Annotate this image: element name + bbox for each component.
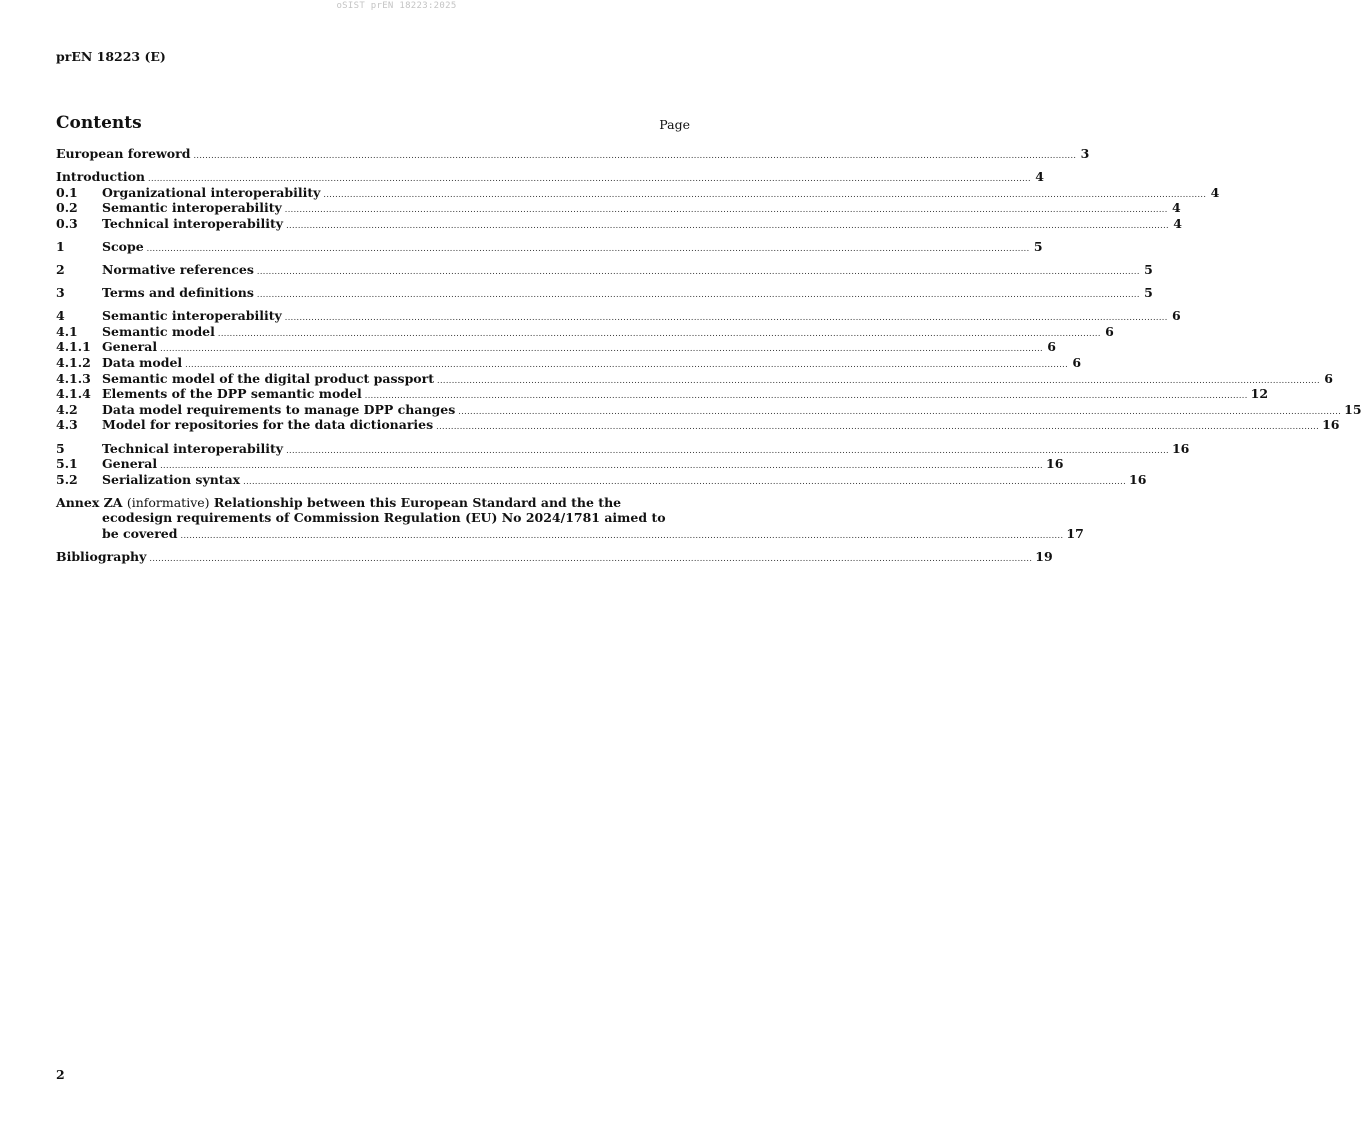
toc-entry-title: Scope (102, 238, 144, 254)
toc-entry[interactable] (56, 169, 1044, 185)
dot-leader: ............................................................................................................................................................................................................................................................................................................ (286, 445, 1169, 455)
toc-entry-page: 15 (1344, 401, 1362, 417)
toc-entry[interactable] (56, 308, 1181, 324)
toc-entry-page: 4 (1035, 169, 1044, 185)
toc-entry-title: Data model (102, 355, 183, 371)
toc-entry-number: 0.1 (56, 184, 78, 200)
toc-entry-number: 0.2 (56, 200, 78, 216)
dot-leader: ............................................................................................................................................................................................................................................................................................................ (458, 406, 1342, 416)
toc-entry[interactable] (56, 200, 1181, 216)
toc-entry-page: 4 (1210, 184, 1220, 200)
toc-entry-title: Elements of the DPP semantic model (102, 386, 362, 402)
dot-leader: ............................................................................................................................................................................................................................................................................................................ (284, 205, 1168, 215)
toc-entry-title: Introduction (56, 169, 146, 185)
toc-entry[interactable] (56, 456, 1064, 472)
dot-leader: ............................................................................................................................................................................................................................................................................................................ (217, 328, 1101, 338)
annex-page: 17 (1066, 525, 1084, 541)
toc-entry-title: Semantic interoperability (102, 308, 282, 324)
dot-leader: ............................................................................................................................................................................................................................................................................................................ (180, 530, 1064, 540)
toc-entry-title: Semantic model (102, 323, 215, 339)
dot-leader: ............................................................................................................................................................................................................................................................................................................ (160, 461, 1043, 471)
bibliography-page: 19 (1035, 549, 1053, 565)
annex-title-line1: Relationship between this European Standard and the the (213, 494, 622, 510)
toc-entry-title: Organizational interoperability (102, 184, 321, 200)
toc-entry-page: 5 (1144, 285, 1153, 301)
toc-entry-page: 4 (1173, 215, 1182, 231)
footer-page-number: 2 (56, 1067, 65, 1082)
toc-entry[interactable] (56, 370, 1333, 387)
dot-leader: ............................................................................................................................................................................................................................................................................................................ (193, 151, 1077, 160)
toc-entry-page: 16 (1171, 440, 1190, 456)
toc-entry-title: Data model requirements to manage DPP changes (102, 401, 456, 417)
dot-leader: ............................................................................................................................................................................................................................................................................................................ (160, 344, 1043, 354)
toc-entry[interactable] (56, 285, 1153, 301)
toc-entry-title: Serialization syntax (102, 471, 241, 487)
toc-entry-number: 5.2 (56, 471, 78, 487)
toc-entry[interactable] (56, 440, 1190, 457)
dot-leader: ............................................................................................................................................................................................................................................................................................................ (437, 375, 1320, 385)
toc-entry-page: 6 (1105, 323, 1114, 339)
toc-entry[interactable] (56, 401, 1362, 418)
toc-entry-number: 4 (56, 308, 65, 324)
toc-entry-title: Semantic interoperability (102, 200, 282, 216)
document-id: prEN 18223 (E) (56, 49, 166, 64)
toc-entry-page: 6 (1171, 308, 1181, 324)
dot-leader: ............................................................................................................................................................................................................................................................................................................ (185, 360, 1069, 370)
dot-leader: ............................................................................................................................................................................................................................................................................................................ (284, 313, 1168, 323)
toc-entry[interactable] (56, 238, 1043, 255)
toc-entry-title: General (102, 456, 158, 472)
dot-leader: ............................................................................................................................................................................................................................................................................................................ (256, 290, 1140, 300)
toc-entry[interactable] (56, 262, 1153, 278)
dot-leader: ............................................................................................................................................................................................................................................................................................................ (148, 174, 1031, 184)
toc-entry-number: 1 (56, 238, 65, 254)
toc-entry-number: 4.3 (56, 417, 78, 433)
toc-entry[interactable] (56, 417, 1340, 433)
toc-entry-title: Terms and definitions (102, 285, 254, 301)
toc-entry-title: Normative references (102, 262, 254, 278)
toc-entry[interactable] (56, 215, 1182, 232)
toc-entry-number: 2 (56, 262, 65, 278)
dot-leader: ............................................................................................................................................................................................................................................................................................................ (323, 189, 1207, 199)
toc-entry-annex-za[interactable] (56, 494, 1084, 542)
toc-entry-page: 6 (1072, 355, 1082, 371)
dot-leader: ............................................................................................................................................................................................................................................................................................................ (286, 220, 1169, 230)
toc-entry-title: Technical interoperability (102, 440, 284, 456)
dot-leader: ............................................................................................................................................................................................................................................................................................................ (149, 554, 1033, 564)
contents-title: Contents (56, 113, 142, 133)
dot-leader: ............................................................................................................................................................................................................................................................................................................ (146, 243, 1030, 253)
toc-entry[interactable] (56, 323, 1114, 340)
toc-entry-title: Model for repositories for the data dictionaries (102, 417, 434, 433)
page-column-label: Page (659, 117, 690, 132)
toc-entry-number: 0.3 (56, 215, 78, 231)
toc-entry[interactable] (56, 471, 1147, 488)
toc-entry-number: 4.1.3 (56, 370, 91, 386)
toc-entry-page: 3 (1080, 146, 1090, 161)
toc-entry-number: 4.1.2 (56, 355, 91, 371)
toc-entry-page: 12 (1250, 386, 1269, 402)
toc-entry-number: 4.1.1 (56, 339, 91, 355)
toc-entry[interactable] (56, 386, 1269, 402)
dot-leader: ............................................................................................................................................................................................................................................................................................................ (243, 476, 1127, 486)
dot-leader: ............................................................................................................................................................................................................................................................................................................ (364, 391, 1248, 401)
toc-entry-page: 16 (1129, 471, 1147, 487)
toc-entry-page: 16 (1046, 456, 1064, 472)
toc-entry-title: Semantic model of the digital product passport (102, 370, 435, 386)
toc-entry-number: 3 (56, 285, 65, 301)
toc-entry-number: 4.1 (56, 323, 78, 339)
toc-entry-page: 5 (1144, 262, 1153, 278)
watermark: oSIST prEN 18223:2025 (336, 1, 457, 11)
toc-entry-number: 5.1 (56, 456, 78, 472)
toc-entry[interactable] (56, 355, 1082, 371)
toc-entry-number: 5 (56, 440, 65, 456)
table-of-contents (56, 146, 1362, 565)
toc-entry-number: 4.2 (56, 401, 78, 417)
toc-entry[interactable] (56, 339, 1056, 355)
toc-entry-page: 6 (1047, 339, 1056, 355)
dot-leader: ............................................................................................................................................................................................................................................................................................................ (256, 267, 1140, 277)
bibliography-title: Bibliography (56, 549, 147, 565)
toc-entry-title: Technical interoperability (102, 215, 284, 231)
annex-label: Annex ZA (56, 494, 123, 510)
toc-entry[interactable] (56, 184, 1220, 201)
toc-entry-title: European foreword (56, 146, 191, 161)
toc-entry-page: 16 (1322, 417, 1340, 433)
toc-entry-bibliography[interactable] (56, 549, 1053, 565)
toc-entry-page: 5 (1033, 238, 1043, 254)
annex-title-line2: ecodesign requirements of Commission Regulation (EU) No 2024/1781 aimed to (102, 510, 666, 526)
annex-type: (informative) (126, 494, 210, 510)
toc-entry-title: General (102, 339, 158, 355)
toc-entry[interactable] (56, 146, 1090, 162)
toc-entry-number: 4.1.4 (56, 386, 91, 402)
toc-entry-page: 6 (1324, 370, 1333, 386)
dot-leader: ............................................................................................................................................................................................................................................................................................................ (436, 422, 1320, 432)
annex-title-line3: be covered (102, 525, 178, 541)
toc-entry-page: 4 (1171, 200, 1181, 216)
